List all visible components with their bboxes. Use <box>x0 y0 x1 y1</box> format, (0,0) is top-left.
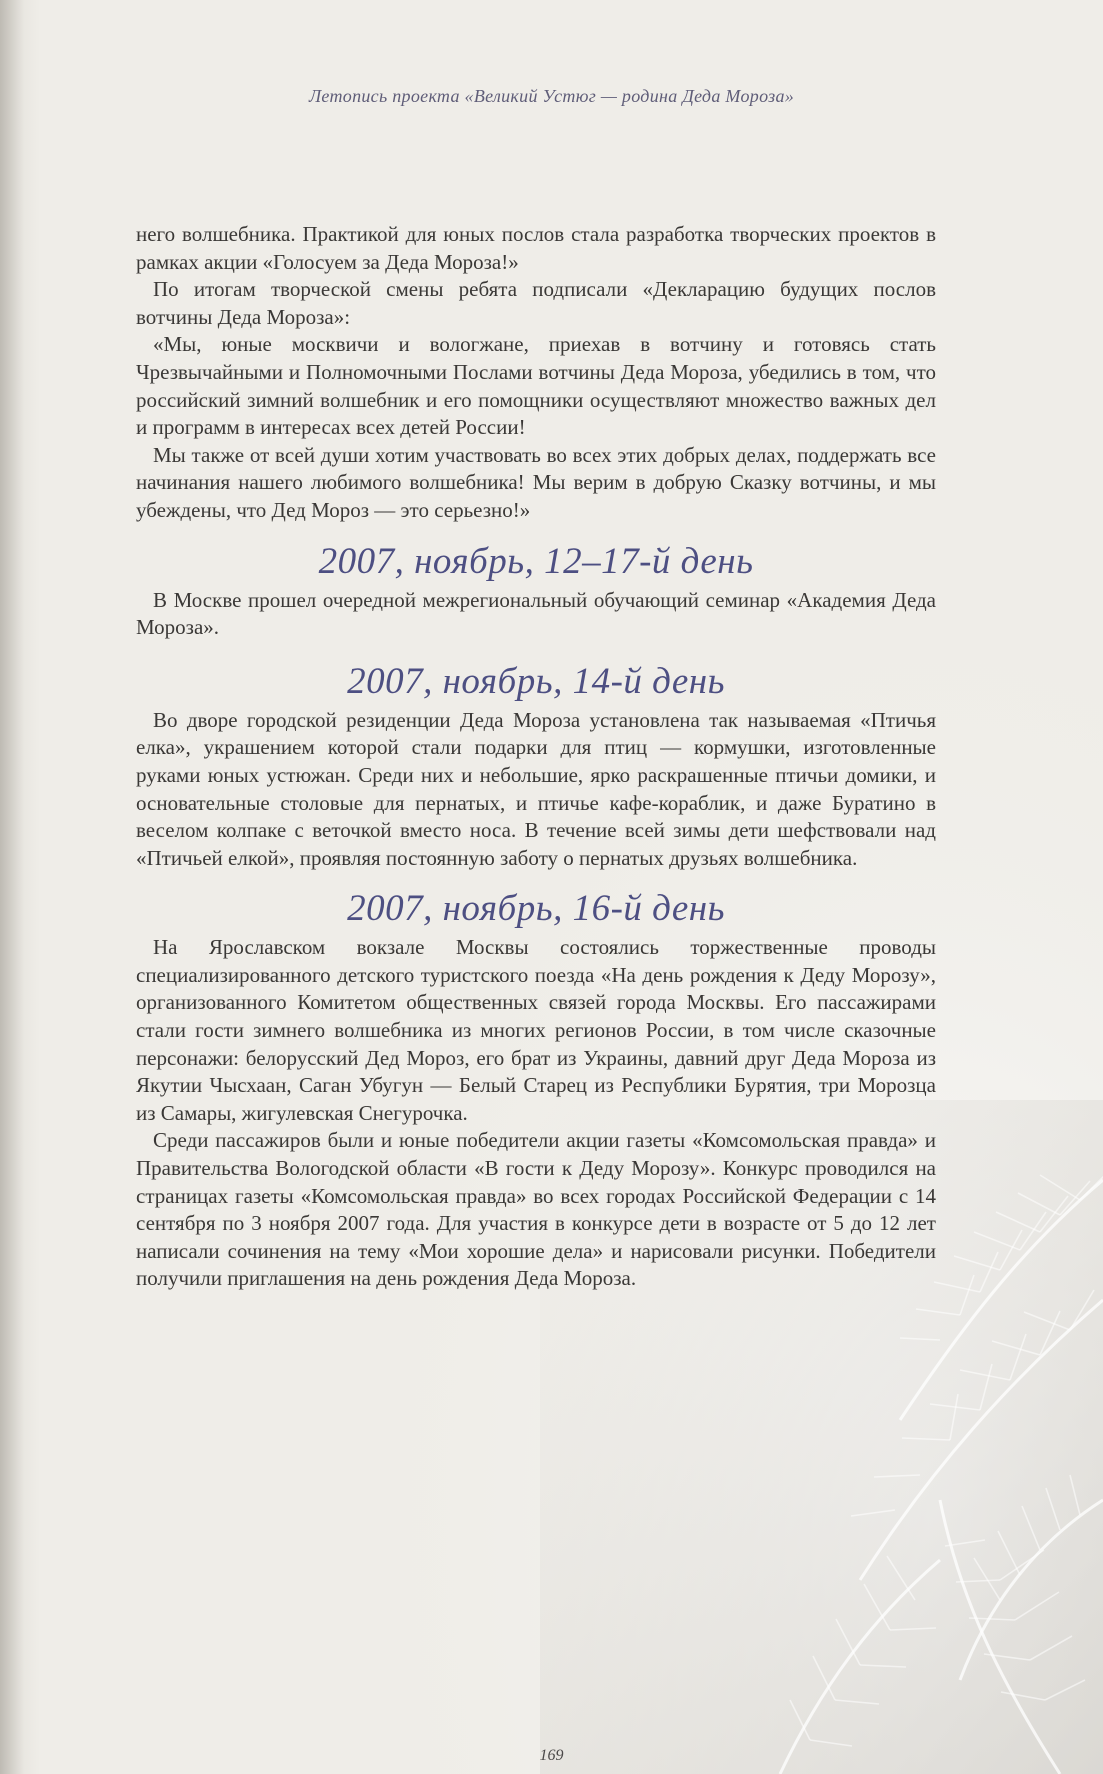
running-head: Летопись проекта «Великий Устюг — родина Деда Мороза» <box>308 86 795 106</box>
paragraph: На Ярославском вокзале Москвы состоялись торжественные проводы специализированного детского туристского поезда «На день рождения к Деду Морозу», организованного Комитетом общественных связей города Москвы. Его пассажирами стали гости зимнего волшебника из многих регионов России, в том числе сказочные персонажи: белорусский Дед Мороз, его брат из Украины, давний друг Деда Мороза из Якутии Чысхаан, Саган Убугун — Белый Старец из Республики Бурятия, три Морозца из Самары, жигулевская Снегурочка. <box>136 935 936 1125</box>
paragraph: Мы также от всей души хотим участвовать во всех этих добрых делах, поддержать все начинания нашего любимого волшебника! Мы верим в добрую Сказку вотчины, и мы убеждены, что Дед Мороз — это серьезно!» <box>136 442 936 522</box>
paragraph: «Мы, юные москвичи и вологжане, приехав в вотчину и готовясь стать Чрезвычайными и Полномочными Послами вотчины Деда Мороза, убедились в том, что российский зимний волшебник и его помощники осуществляют множество важных дел и программ в интересах всех детей России! <box>136 332 936 440</box>
paragraph: Среди пассажиров были и юные победители акции газеты «Комсомольская правда» и Правительства Вологодской области «В гости к Деду Морозу». Конкурс проводился на страницах газеты «Комсомольская правда» во всех городах Российской Федерации с 14 сентября по 3 ноября 2007 года. Для участия в конкурсе дети в возрасте от 5 до 12 лет написали сочинения на тему «Мои хорошие дела» и нарисовали рисунки. Победители получили приглашения на день рождения Деда Мороза. <box>136 1128 936 1291</box>
page-number: 169 <box>539 1747 564 1764</box>
main-text <box>136 221 936 1293</box>
paragraph: По итогам творческой смены ребята подписали «Декларацию будущих послов вотчины Деда Мороза»: <box>136 277 936 329</box>
section-heading: 2007, ноябрь, 14-й день <box>347 660 725 702</box>
paragraph: В Москве прошел очередной межрегиональный обучающий семинар «Академия Деда Мороза». <box>136 587 936 640</box>
section-heading: 2007, ноябрь, 16-й день <box>347 888 725 930</box>
paragraph: него волшебника. Практикой для юных послов стала разработка творческих проектов в рамках акции «Голосуем за Деда Мороза!» <box>136 222 936 274</box>
book-gutter-shadow <box>0 0 40 1774</box>
section-heading: 2007, ноябрь, 12–17-й день <box>318 540 754 582</box>
paragraph: Во дворе городской резиденции Деда Мороза установлена так называемая «Птичья елка», украшением которой стали подарки для птиц — кормушки, изготовленные руками юных устюжан. Среди них и небольшие, ярко раскрашенные птичьи домики, и основательные столовые для пернатых, и птичье кафе-кораблик, и даже Буратино в веселом колпаке с веточкой вместо носа. В течение всей зимы дети шефствовали над «Птичьей елкой», проявляя постоянную заботу о пернатых друзьях волшебника. <box>136 707 936 870</box>
